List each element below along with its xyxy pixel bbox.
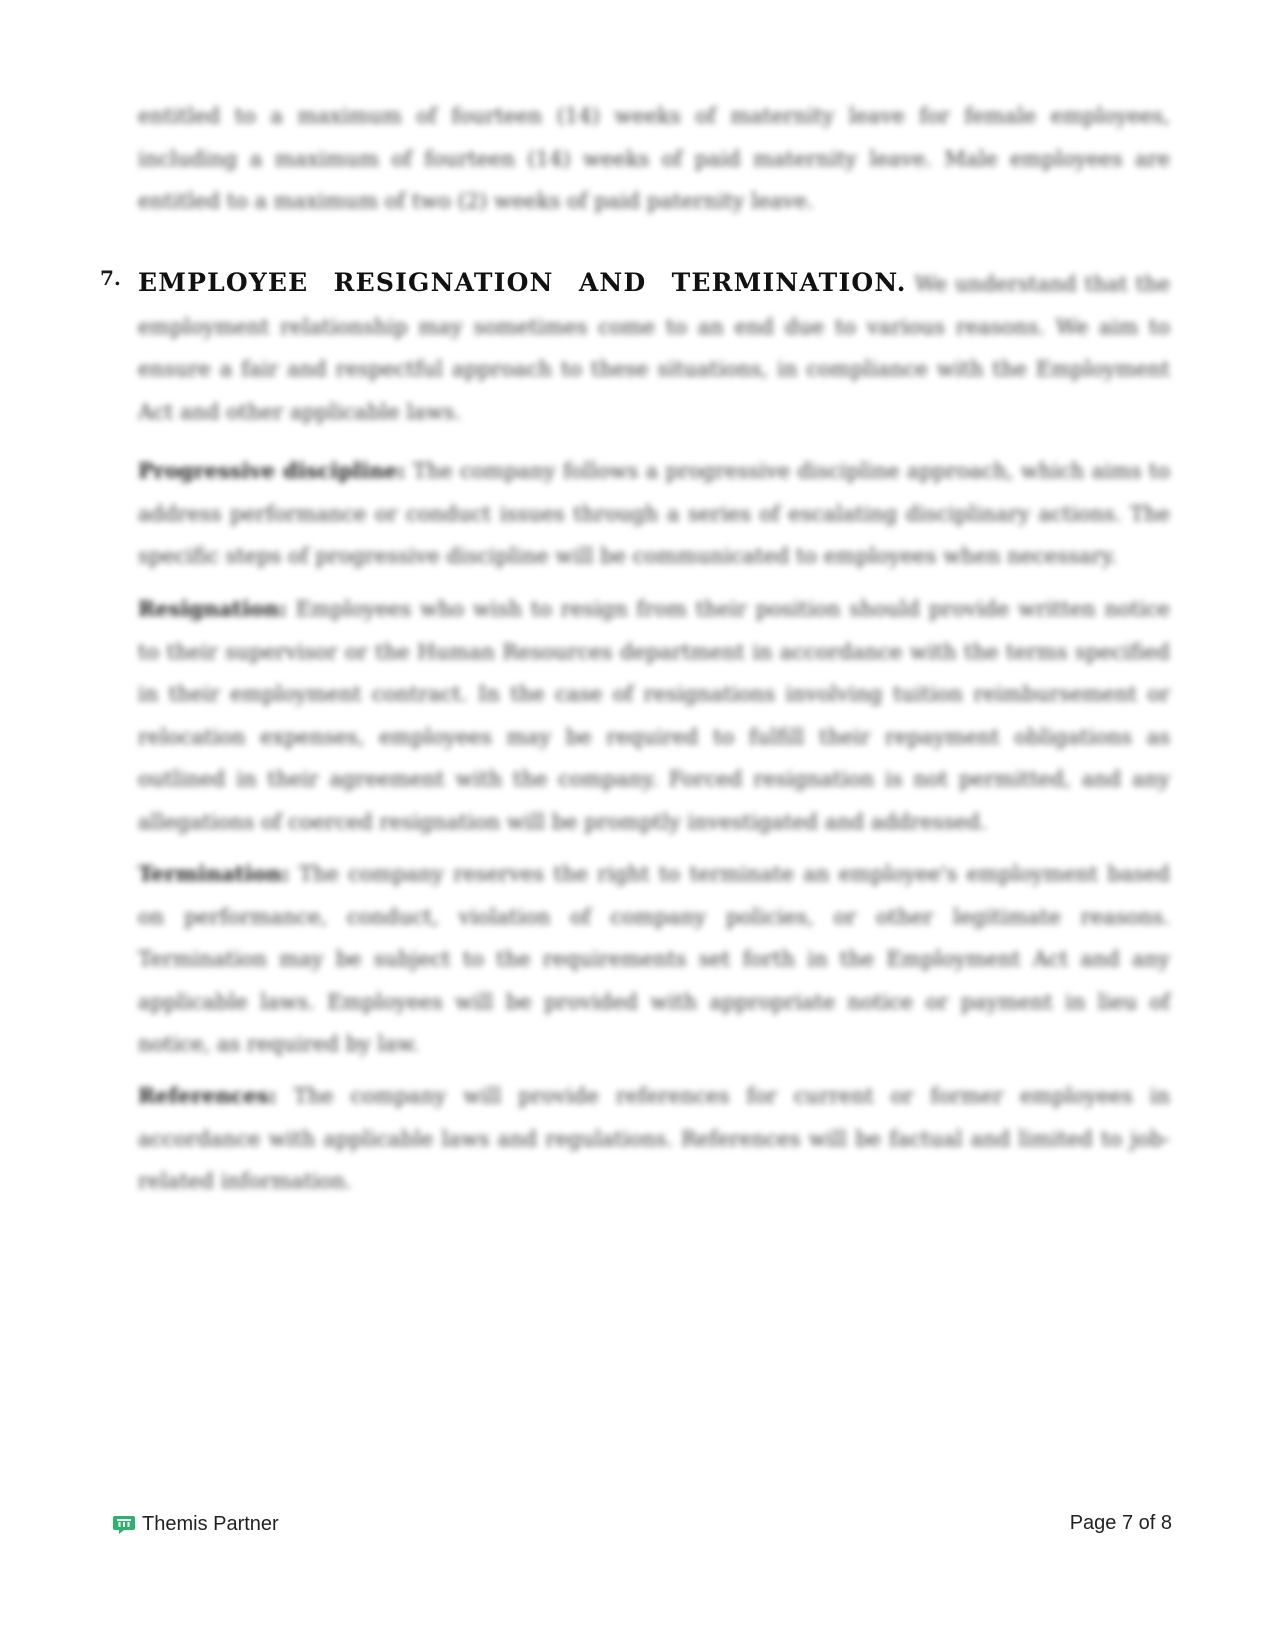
intro-paragraph: entitled to a maximum of fourteen (14) weeks of maternity leave for female employees, including a maximum of fourteen (14) weeks of paid maternity leave. Male employees are entitled to a maximum of two (2) weeks of paid paternity leave.	[138, 104, 1170, 213]
footer-brand	[112, 1512, 279, 1536]
references-label: References:	[138, 1083, 277, 1108]
themis-logo-icon	[112, 1512, 136, 1536]
section-7	[100, 262, 1170, 433]
section-number: 7.	[100, 266, 121, 290]
references-paragraph	[138, 1075, 1170, 1203]
termination-text: The company reserves the right to terminate an employee's employment based on performance, conduct, violation of company policies, or other legitimate reasons. Termination may be subject to the requirements set forth in the Employment Act and any applicable laws. Employees will be provided with appropriate notice or payment in lieu of notice, as required by law.	[138, 862, 1170, 1056]
termination-label: Termination:	[138, 861, 290, 886]
page-number: Page 7 of 8	[1069, 1512, 1172, 1534]
page-footer	[112, 1512, 1172, 1542]
progressive-discipline-label: Progressive discipline:	[138, 458, 406, 483]
progressive-discipline-text: The company follows a progressive discipline approach, which aims to address performance or conduct issues through a series of escalating disciplinary actions. The specific steps of progressive discipline will be communicated to employees when necessary.	[138, 459, 1170, 568]
resignation-label: Resignation:	[138, 596, 287, 621]
section-heading: EMPLOYEE RESIGNATION AND TERMINATION.	[138, 268, 907, 297]
section-text: We understand that the employment relationship may sometimes come to an end due to various reasons. We aim to ensure a fair and respectful approach to these situations, in compliance with the Employment Act and other applicable laws.	[138, 272, 1170, 424]
termination-paragraph	[138, 853, 1170, 1066]
progressive-discipline-paragraph	[138, 450, 1170, 578]
brand-name: Themis Partner	[142, 1512, 279, 1535]
references-text: The company will provide references for current or former employees in accordance with applicable laws and regulations. References will be factual and limited to job-related information.	[138, 1084, 1170, 1193]
resignation-paragraph	[138, 588, 1170, 843]
section-body	[138, 262, 1170, 433]
resignation-text: Employees who wish to resign from their position should provide written notice to their supervisor or the Human Resources department in accordance with the terms specified in their employment contract. In the case of resignations involving tuition reimbursement or relocation expenses, employees may be required to fulfill their repayment obligations as outlined in their agreement with the company. Forced resignation is not permitted, and any allegations of coerced resignation will be promptly investigated and addressed.	[138, 597, 1170, 834]
